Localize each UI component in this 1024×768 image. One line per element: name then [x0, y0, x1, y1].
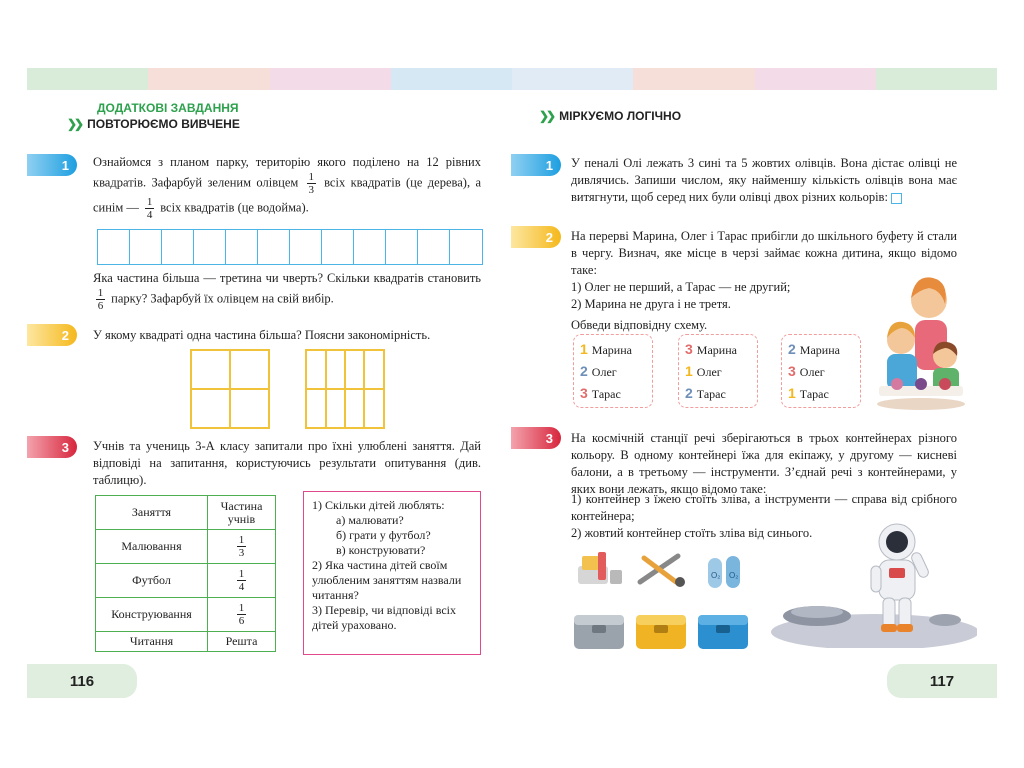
left-task1-text: Ознайомся з планом парку, територію якого поділено на 12 рівних квадратів. Зафарбуй зеленим олівцем $\frac{1}{3}$ всіх квадратів (це дерева), а синім — $\frac{1}{4}$ всіх квадратів (це водойма).: [93, 155, 482, 221]
svg-text:O₂: O₂: [711, 571, 721, 580]
table-header: Частина учнів: [208, 496, 276, 530]
blue-container: [698, 615, 748, 649]
table-cell: Конструювання: [96, 598, 208, 632]
task-badge-3: 3: [27, 436, 77, 458]
table-row: [96, 632, 276, 652]
task-badge-1: 1: [511, 154, 561, 176]
right-task3-conditions: 1) контейнер з їжею стоїть зліва, а інструменти — справа від срібного контейнера; 2) жовтий контейнер стоїть зліва від синього.: [571, 492, 957, 540]
double-chevron-icon: ❯❯: [539, 109, 554, 123]
question-2: 2) Яка частина дітей своїм улюбленим заняттям назвали читання?: [312, 558, 462, 602]
task-badge-2: 2: [27, 324, 77, 346]
children-illustration: [875, 268, 967, 410]
double-chevron-icon: ❯❯: [67, 117, 82, 131]
scheme-option-3[interactable]: 2 Марина 3 Олег 1 Тарас: [781, 334, 861, 408]
question-1c: в) конструювати?: [336, 543, 426, 557]
table-row: [96, 530, 276, 564]
table-cell: Решта: [208, 632, 276, 652]
left-header-line1: ДОДАТКОВІ ЗАВДАННЯ: [97, 101, 239, 115]
square-quarters: [190, 349, 270, 429]
page-number-right: 117: [887, 664, 997, 698]
astronaut-illustration: [765, 520, 977, 648]
table-cell: Малювання: [96, 530, 208, 564]
table-cell: Футбол: [96, 564, 208, 598]
task-badge-2: 2: [511, 226, 561, 248]
table-row: [96, 496, 276, 530]
yellow-container: [636, 615, 686, 649]
fraction: $\frac{1}{3}$: [308, 171, 314, 196]
top-color-band: [27, 68, 997, 90]
fraction: $\frac{1}{6}$: [97, 287, 104, 312]
left-header-line2: ❯❯ ПОВТОРЮЄМО ВИВЧЕНЕ: [67, 117, 240, 131]
survey-table: [95, 495, 276, 652]
fraction: $\frac{1}{4}$: [146, 196, 153, 221]
task-badge-1: 1: [27, 154, 77, 176]
table-cell: $\frac{1}{4}$: [208, 564, 276, 598]
park-grid-strip[interactable]: [97, 229, 483, 265]
right-header: ❯❯ МІРКУЄМО ЛОГІЧНО: [539, 109, 682, 123]
table-cell: $\frac{1}{6}$: [208, 598, 276, 632]
scheme-option-2[interactable]: 3 Марина 1 Олег 2 Тарас: [678, 334, 758, 408]
page-number-left: 116: [27, 664, 137, 698]
left-task3-text: Учнів та учениць 3-А класу запитали про їхні улюблені заняття. Дай відповіді на запитання, користуючись результати опитування (див. таблицю).: [93, 439, 481, 487]
right-task1-text: У пеналі Олі лежать 3 сині та 5 жовтих олівців. Вона дістає олівці не дивлячись. Запиши числом, яку найменшу кількість олівців вона має витягнути, щоб серед них були олівці двох різних кольорів:: [571, 156, 957, 204]
table-row: [96, 598, 276, 632]
left-task1-question: Яка частина більша — третина чи чверть? Скільки квадратів становить $\frac{1}{6}$ парку? Зафарбуй їх олівцем на свій вибір.: [93, 271, 481, 312]
question-3: 3) Перевір, чи відповіді всіх дітей ураховано.: [312, 603, 456, 632]
table-cell: Читання: [96, 632, 208, 652]
question-1b: б) грати у футбол?: [336, 528, 431, 542]
space-items: [572, 548, 752, 590]
table-header: Заняття: [96, 496, 208, 530]
task-badge-3: 3: [511, 427, 561, 449]
questions-box: [303, 491, 481, 655]
square-eighths: [305, 349, 385, 429]
question-1: 1) Скільки дітей люблять:: [312, 498, 445, 512]
table-row: [96, 564, 276, 598]
textbook-spread: [27, 68, 997, 700]
silver-container: [574, 615, 624, 649]
question-1a: а) малювати?: [336, 513, 404, 527]
svg-text:O₂: O₂: [729, 571, 739, 580]
containers: [572, 611, 752, 653]
scheme-option-1[interactable]: 1 Марина 2 Олег 3 Тарас: [573, 334, 653, 408]
right-task3-text: На космічній станції речі зберігаються в трьох контейнерах різного кольору. В одному контейнері їжа для екіпажу, у другому — кисневі балони, а в третьому — інструменти. З’єднай речі з контейнерами, у яких вони лежать, якщо відомо таке:: [571, 431, 957, 496]
answer-box[interactable]: [891, 193, 902, 204]
table-cell: $\frac{1}{3}$: [208, 530, 276, 564]
right-task2-text: На перерві Марина, Олег і Тарас прибігли до шкільного буфету й стали в чергу. Визнач, яке місце в черзі займає кожна дитина, якщо відомо таке:: [571, 229, 957, 277]
right-task2-conditions: 1) Олег не перший, а Тарас — не другий; 2) Марина не друга і не третя. Обведи відповідну схему.: [571, 280, 791, 332]
left-task2-text: У якому квадраті одна частина більша? Поясни закономірність.: [93, 328, 431, 342]
